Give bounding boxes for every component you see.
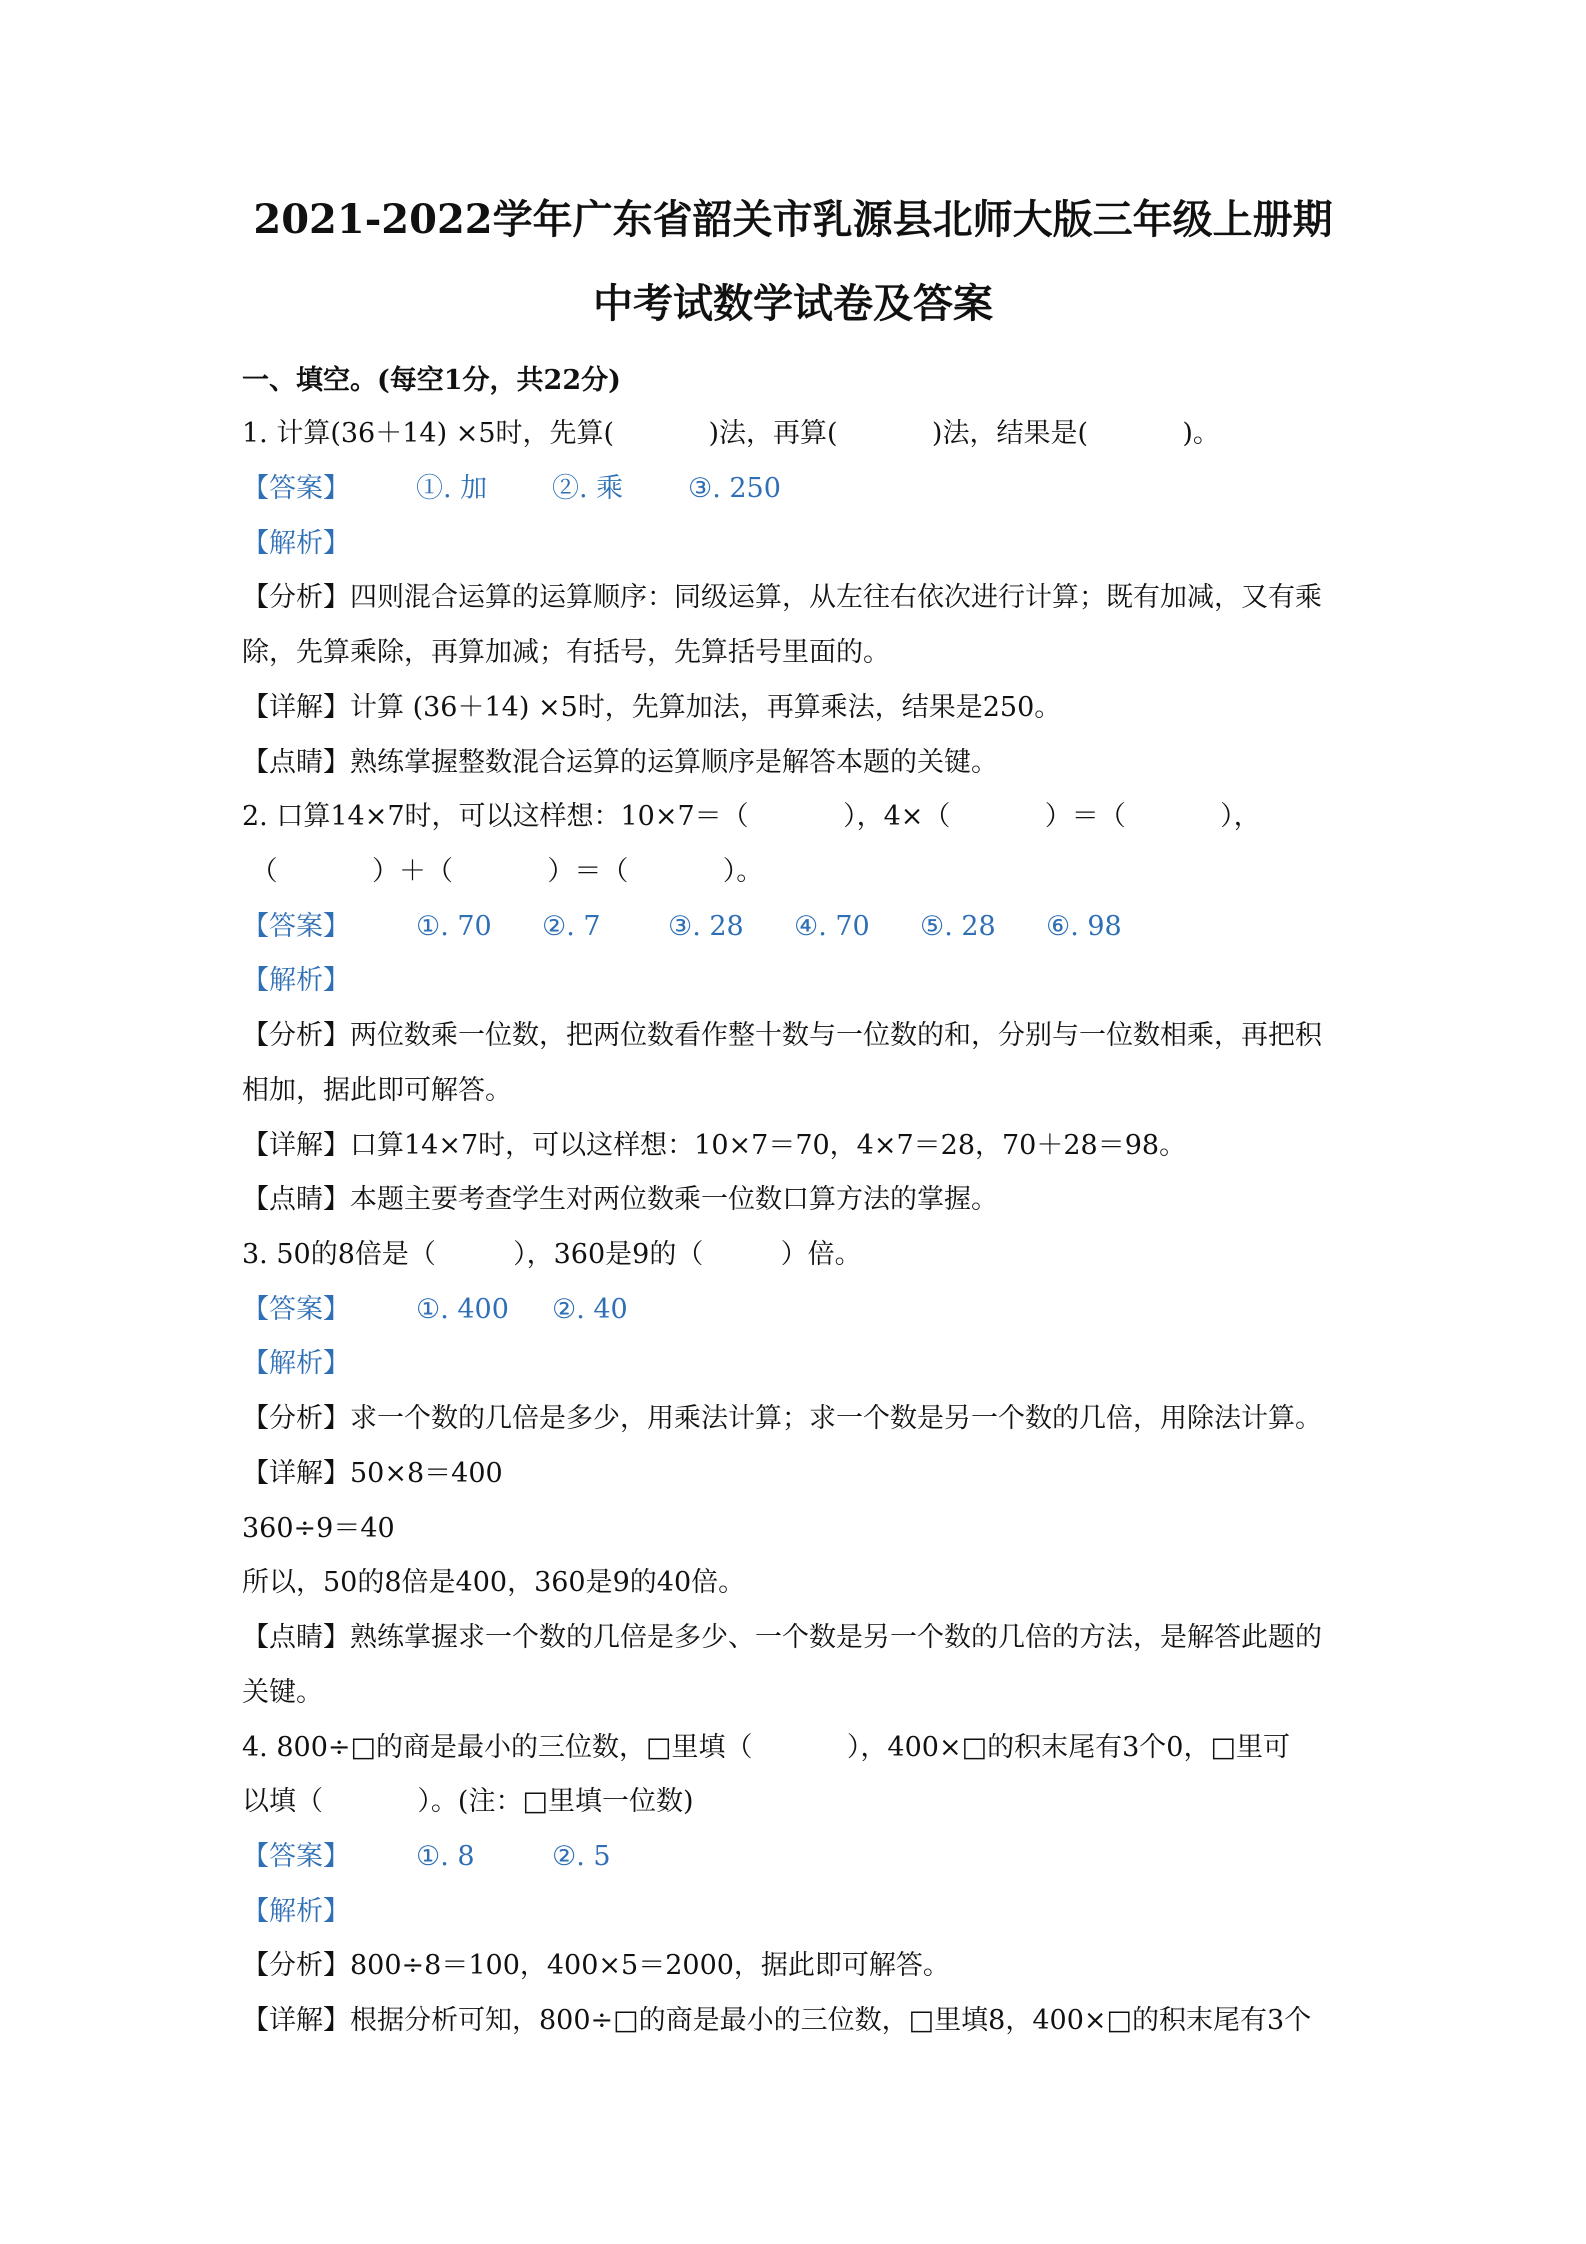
answer-item: ①. 8 — [416, 1841, 475, 1872]
question-3-detail-line-1: 【详解】50×8＝400 — [242, 1458, 503, 1489]
question-2-text-line-1: 2. 口算14×7时，可以这样想：10×7＝（ ），4×（ ）＝（ ）， — [242, 801, 1261, 832]
section-heading: 一、填空。(每空1分，共22分) — [242, 365, 621, 396]
question-1-analysis-line-1: 【分析】四则混合运算的运算顺序：同级运算，从左往右依次进行计算；既有加减，又有乘 — [242, 582, 1322, 613]
question-2-analysis-tag: 【解析】 — [242, 965, 350, 996]
question-3-answer-row — [242, 1293, 628, 1327]
answer-tag: 【答案】 — [242, 1841, 350, 1872]
answer-tag: 【答案】 — [242, 911, 350, 942]
question-4-answer-row — [242, 1840, 611, 1874]
question-2-analysis-line-1: 【分析】两位数乘一位数，把两位数看作整十数与一位数的和，分别与一位数相乘，再把积 — [242, 1020, 1322, 1051]
answer-tag: 【答案】 — [242, 473, 350, 504]
question-2-answer-row — [242, 910, 1122, 944]
answer-item: ②. 7 — [542, 911, 601, 942]
answer-item: ①. 加 — [416, 473, 488, 504]
question-1-answer-row — [242, 472, 781, 506]
question-2-detail: 【详解】口算14×7时，可以这样想：10×7＝70，4×7＝28，70＋28＝98。 — [242, 1130, 1187, 1161]
question-3-detail-line-2: 360÷9＝40 — [242, 1513, 395, 1544]
question-1-analysis-line-2: 除，先算乘除，再算加减；有括号，先算括号里面的。 — [242, 637, 890, 668]
question-1-point: 【点睛】熟练掌握整数混合运算的运算顺序是解答本题的关键。 — [242, 747, 998, 778]
question-3-point-line-1: 【点睛】熟练掌握求一个数的几倍是多少、一个数是另一个数的几倍的方法，是解答此题的 — [242, 1622, 1322, 1653]
answer-item: ③. 250 — [688, 473, 781, 504]
question-2-point: 【点睛】本题主要考查学生对两位数乘一位数口算方法的掌握。 — [242, 1184, 998, 1215]
question-3-point-line-2: 关键。 — [242, 1677, 323, 1708]
answer-item: ④. 70 — [794, 911, 870, 942]
question-3-analysis-tag: 【解析】 — [242, 1348, 350, 1379]
question-4-text-line-2: 以填（ ）。(注：□里填一位数) — [242, 1786, 694, 1817]
question-1-analysis-tag: 【解析】 — [242, 528, 350, 559]
question-3-text: 3. 50的8倍是（ ），360是9的（ ）倍。 — [242, 1239, 862, 1270]
question-2-text-line-2: （ ）＋（ ）＝（ ）。 — [242, 856, 764, 887]
document-title-line-2: 中考试数学试卷及答案 — [593, 280, 993, 327]
question-1-text: 1. 计算(36＋14) ×5时，先算( )法，再算( )法，结果是( )。 — [242, 418, 1220, 449]
answer-item: ⑥. 98 — [1046, 911, 1122, 942]
question-4-detail: 【详解】根据分析可知，800÷□的商是最小的三位数，□里填8，400×□的积末尾有3个 — [242, 2005, 1312, 2036]
question-1-detail: 【详解】计算 (36＋14) ×5时，先算加法，再算乘法，结果是250。 — [242, 692, 1062, 723]
question-2-analysis-line-2: 相加，据此即可解答。 — [242, 1075, 512, 1106]
answer-item: ②. 乘 — [552, 473, 624, 504]
answer-item: ①. 400 — [416, 1294, 509, 1325]
answer-item: ②. 40 — [552, 1294, 628, 1325]
answer-item: ③. 28 — [668, 911, 744, 942]
question-4-analysis: 【分析】800÷8＝100，400×5＝2000，据此即可解答。 — [242, 1950, 950, 1981]
answer-item: ①. 70 — [416, 911, 492, 942]
answer-item: ②. 5 — [552, 1841, 611, 1872]
document-title-line-1: 2021-2022学年广东省韶关市乳源县北师大版三年级上册期 — [253, 196, 1333, 243]
answer-item: ⑤. 28 — [920, 911, 996, 942]
question-4-text-line-1: 4. 800÷□的商是最小的三位数，□里填（ ），400×□的积末尾有3个0，□里可 — [242, 1732, 1290, 1763]
question-3-detail-line-3: 所以，50的8倍是400，360是9的40倍。 — [242, 1567, 746, 1598]
question-4-analysis-tag: 【解析】 — [242, 1896, 350, 1927]
answer-tag: 【答案】 — [242, 1294, 350, 1325]
question-3-analysis: 【分析】求一个数的几倍是多少，用乘法计算；求一个数是另一个数的几倍，用除法计算。 — [242, 1403, 1322, 1434]
